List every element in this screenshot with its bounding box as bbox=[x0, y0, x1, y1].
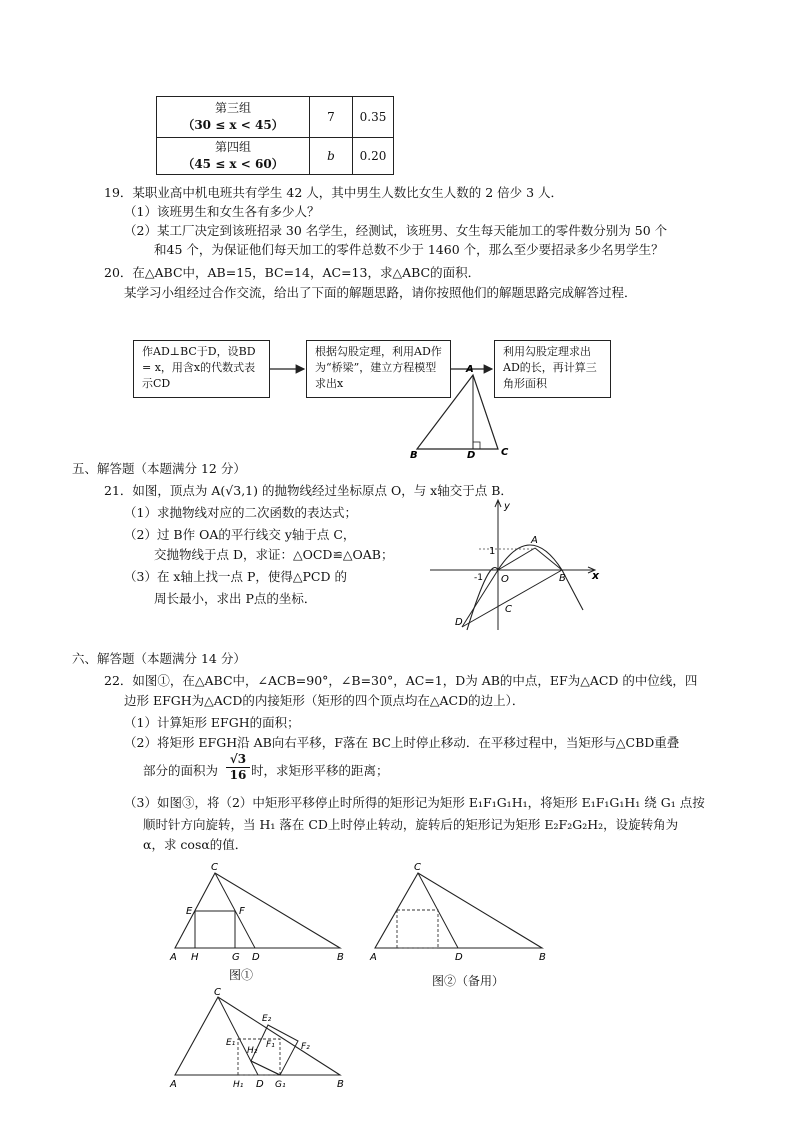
figure-1-caption: 图① bbox=[229, 968, 254, 982]
q21-part2b: 交抛物线于点 D，求证：△OCD≌△OAB； bbox=[154, 547, 394, 562]
q21-part3b: 周长最小，求出 P点的坐标． bbox=[154, 591, 317, 606]
label-f1: F₁ bbox=[266, 1040, 275, 1050]
segment-h2g1 bbox=[251, 1061, 280, 1075]
axis-label-y: y bbox=[504, 501, 510, 512]
q21-part3a: （3）在 x轴上找一点 P，使得△PCD 的 bbox=[124, 569, 347, 584]
q22-part3c: α，求 cosα的值． bbox=[143, 837, 248, 852]
q19-part2a: （2）某工厂决定到该班招录 30 名学生，经测试，该班男、女生每天能加工的零件数分别为 50 个 bbox=[124, 223, 668, 238]
label-c: C bbox=[211, 862, 218, 873]
tick-one: 1 bbox=[489, 546, 496, 557]
label-c: C bbox=[414, 862, 421, 873]
area-fraction bbox=[226, 752, 250, 783]
q22-part3b: 顺时针方向旋转，当 H₁ 落在 CD上时停止转动，旋转后的矩形记为矩形 E₂F₂G₂H₂，设旋转角为 bbox=[143, 817, 679, 832]
freq-cell: 0.20 bbox=[353, 138, 394, 175]
label-b: B bbox=[337, 952, 344, 963]
q21-part1: （1）求抛物线对应的二次函数的表达式； bbox=[124, 505, 357, 520]
label-d: D bbox=[256, 1079, 264, 1090]
figure-2-caption: 图②（备用） bbox=[432, 974, 505, 988]
group-range: （30 ≤ x < 45） bbox=[182, 118, 284, 132]
triangle-abc bbox=[375, 873, 542, 948]
q19-part1: （1）该班男生和女生各有多少人？ bbox=[124, 204, 320, 219]
label-g: G bbox=[232, 952, 240, 963]
tick-neg1: -1 bbox=[474, 573, 483, 583]
count-cell: b bbox=[310, 138, 353, 175]
section6-title: 六、解答题（本题满分 14 分） bbox=[72, 651, 246, 666]
label-e: E bbox=[186, 906, 193, 917]
point-b: B bbox=[559, 573, 566, 584]
point-c: C bbox=[505, 604, 512, 615]
point-d: D bbox=[455, 617, 463, 628]
axis-label-x: x bbox=[592, 569, 600, 582]
table-row bbox=[157, 97, 394, 138]
group-name: 第三组 bbox=[214, 101, 251, 115]
label-d: D bbox=[455, 952, 463, 963]
right-angle-mark bbox=[473, 442, 480, 449]
q22-part2b-pre: 部分的面积为 bbox=[143, 763, 219, 778]
flow-box-1: 作AD⊥BC于D，设BD = x，用含x的代数式表示CD bbox=[133, 340, 270, 398]
group-range: （45 ≤ x < 60） bbox=[182, 157, 284, 171]
figure-2 bbox=[360, 858, 560, 968]
label-a: A bbox=[170, 952, 177, 963]
q19-stem: 19．某职业高中机电班共有学生 42 人，其中男生人数比女生人数的 2 倍少 3 人． bbox=[104, 185, 564, 200]
label-e2: E₂ bbox=[262, 1014, 272, 1024]
label-a: A bbox=[170, 1079, 177, 1090]
frequency-table bbox=[156, 96, 394, 175]
group-cell bbox=[157, 97, 310, 138]
label-e1: E₁ bbox=[226, 1038, 236, 1048]
rectangle-efgh bbox=[195, 911, 235, 948]
label-f2: F₂ bbox=[301, 1042, 310, 1052]
point-a: A bbox=[531, 535, 538, 546]
section5-title: 五、解答题（本题满分 12 分） bbox=[72, 461, 246, 476]
triangle-abc bbox=[175, 997, 340, 1075]
figure-1 bbox=[160, 858, 360, 968]
q19-part2b: 和45 个，为保证他们每天加工的零件总数不少于 1460 个，那么至少要招录多少名男学生？ bbox=[154, 242, 664, 257]
label-h: H bbox=[191, 952, 199, 963]
q20-diagram bbox=[0, 330, 794, 460]
q22-part3a: （3）如图③，将（2）中矩形平移停止时所得的矩形记为矩形 E₁F₁G₁H₁，将矩形 E₁F₁G₁H₁ 绕 G₁ 点按 bbox=[124, 795, 705, 810]
q20-intro: 某学习小组经过合作交流，给出了下面的解题思路，请你按照他们的解题思路完成解答过程． bbox=[124, 285, 637, 300]
q20-stem: 20．在△ABC中，AB=15，BC=14，AC=13，求△ABC的面积． bbox=[104, 265, 481, 280]
label-a: A bbox=[370, 952, 377, 963]
dashed-rectangle bbox=[397, 910, 438, 948]
q22-part2b-post: 时，求矩形平移的距离； bbox=[251, 763, 389, 778]
label-c: C bbox=[501, 447, 509, 458]
parabola-curve bbox=[467, 545, 583, 630]
segment-oa bbox=[498, 548, 535, 570]
triangle-abc bbox=[417, 375, 498, 449]
label-h1: H₁ bbox=[233, 1080, 244, 1090]
flow-box-2: 根据勾股定理，利用AD作为“桥梁”，建立方程模型求出x bbox=[306, 340, 451, 398]
q22-part2a: （2）将矩形 EFGH沿 AB向右平移，F落在 BC上时停止移动．在平移过程中，当矩形与△CBD重叠 bbox=[124, 735, 680, 750]
label-f: F bbox=[239, 906, 245, 917]
label-b: B bbox=[337, 1079, 344, 1090]
q21-parabola-graph bbox=[425, 495, 605, 635]
q21-stem: 21．如图，顶点为 A(√3,1) 的抛物线经过坐标原点 O，与 x轴交于点 B． bbox=[104, 483, 513, 498]
label-d: D bbox=[252, 952, 260, 963]
fraction-denominator: 16 bbox=[229, 768, 247, 782]
label-b: B bbox=[539, 952, 546, 963]
count-cell: 7 bbox=[310, 97, 353, 138]
label-c: C bbox=[214, 987, 221, 998]
freq-cell: 0.35 bbox=[353, 97, 394, 138]
group-cell bbox=[157, 138, 310, 175]
segment-ab bbox=[535, 548, 562, 570]
q22-line1: 22．如图①，在△ABC中，∠ACB=90°，∠B=30°，AC=1，D为 AB的中点，EF为△ACD 的中位线，四 bbox=[104, 673, 698, 688]
group-name: 第四组 bbox=[214, 140, 251, 154]
table-row bbox=[157, 138, 394, 175]
label-g1: G₁ bbox=[275, 1080, 286, 1090]
figure-3 bbox=[160, 985, 360, 1095]
q21-part2a: （2）过 B作 OA的平行线交 y轴于点 C， bbox=[124, 527, 356, 542]
label-b: B bbox=[410, 450, 418, 460]
label-a: A bbox=[466, 364, 474, 375]
flow-box-3: 利用勾股定理求出AD的长，再计算三角形面积 bbox=[494, 340, 611, 398]
point-o: O bbox=[501, 574, 509, 585]
q22-line2: 边形 EFGH为△ACD的内接矩形（矩形的四个顶点均在△ACD的边上）． bbox=[124, 693, 525, 708]
q22-part1: （1）计算矩形 EFGH的面积； bbox=[124, 715, 300, 730]
label-h2: H₂ bbox=[247, 1046, 258, 1056]
label-d: D bbox=[467, 450, 476, 460]
fraction-numerator: √3 bbox=[226, 752, 250, 768]
